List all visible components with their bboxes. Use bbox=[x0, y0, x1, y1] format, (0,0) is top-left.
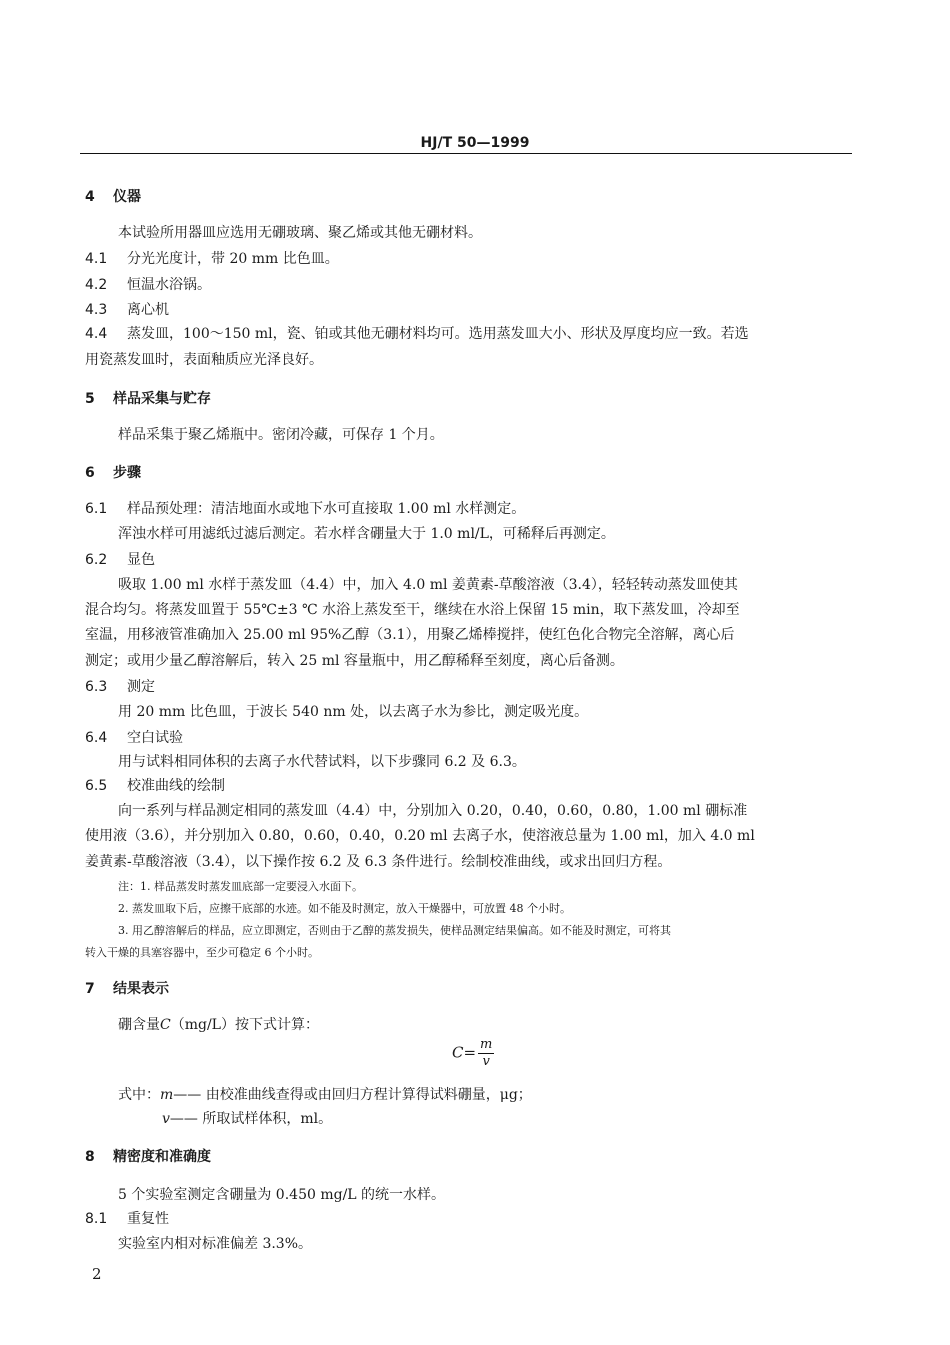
note-3-line-2: 转入干燥的具塞容器中，至少可稳定 6 个小时。 bbox=[85, 946, 319, 959]
item-6-2-heading: 6.2 显色 bbox=[85, 552, 155, 568]
standard-number: HJ/T 50—1999 bbox=[420, 135, 530, 151]
section-5-heading: 5 样品采集与贮存 bbox=[85, 391, 211, 407]
item-6-2-line-1: 吸取 1.00 ml 水样于蒸发皿（4.4）中，加入 4.0 ml 姜黄素-草酸溶液（3.4），轻轻转动蒸发皿使其 bbox=[118, 577, 738, 593]
item-6-3-heading: 6.3 测定 bbox=[85, 679, 155, 695]
note-2: 2. 蒸发皿取下后，应擦干底部的水迹。如不能及时测定，放入干燥器中，可放置 48 个小时。 bbox=[118, 902, 571, 915]
section-7-intro: 硼含量C（mg/L）按下式计算： bbox=[118, 1017, 319, 1033]
note-3-line-1: 3. 用乙醇溶解后的样品，应立即测定，否则由于乙醇的蒸发损失，使样品测定结果偏高。如不能及时测定，可将其 bbox=[118, 924, 671, 937]
item-6-5-line-1: 向一系列与样品测定相同的蒸发皿（4.4）中，分别加入 0.20，0.40，0.60，0.80，1.00 ml 硼标准 bbox=[118, 803, 748, 819]
section-8-text: 5 个实验室测定含硼量为 0.450 mg/L 的统一水样。 bbox=[118, 1187, 446, 1203]
section-7-heading: 7 结果表示 bbox=[85, 981, 169, 997]
formula: C= $\frac{m}{v}$ bbox=[452, 1037, 493, 1069]
item-8-1-text: 实验室内相对标准偏差 3.3%。 bbox=[118, 1236, 313, 1252]
item-6-2-line-2: 混合均匀。将蒸发皿置于 55℃±3 ℃ 水浴上蒸发至干，继续在水浴上保留 15 min，取下蒸发皿，冷却至 bbox=[85, 602, 740, 618]
item-6-1: 6.1 样品预处理：清洁地面水或地下水可直接取 1.00 ml 水样测定。 bbox=[85, 501, 526, 517]
item-4-4: 4.4 蒸发皿，100～150 ml，瓷、铂或其他无硼材料均可。选用蒸发皿大小、形状及厚度均应一致。若选 bbox=[85, 326, 749, 342]
item-6-5-heading: 6.5 校准曲线的绘制 bbox=[85, 778, 225, 794]
item-4-3: 4.3 离心机 bbox=[85, 302, 169, 318]
section-4-intro: 本试验所用器皿应选用无硼玻璃、聚乙烯或其他无硼材料。 bbox=[118, 225, 482, 241]
formula-numerator: m bbox=[480, 1037, 493, 1052]
item-6-1-continued: 浑浊水样可用滤纸过滤后测定。若水样含硼量大于 1.0 ml/L，可稀释后再测定。 bbox=[118, 526, 615, 542]
header-rule bbox=[80, 153, 852, 154]
formula-where-v: v—— 所取试样体积，ml。 bbox=[162, 1111, 333, 1127]
page-number: 2 bbox=[92, 1265, 102, 1283]
section-5-text: 样品采集于聚乙烯瓶中。密闭冷藏，可保存 1 个月。 bbox=[118, 427, 444, 443]
section-4-heading: 4 仪器 bbox=[85, 189, 141, 205]
formula-where-m: 式中：m—— 由校准曲线查得或由回归方程计算得试料硼量，μg； bbox=[118, 1087, 532, 1103]
item-6-4-text: 用与试料相同体积的去离子水代替试料，以下步骤同 6.2 及 6.3。 bbox=[118, 754, 526, 770]
item-4-1: 4.1 分光光度计，带 20 mm 比色皿。 bbox=[85, 251, 339, 267]
item-6-5-line-3: 姜黄素-草酸溶液（3.4），以下操作按 6.2 及 6.3 条件进行。绘制校准曲线，或求出回归方程。 bbox=[85, 854, 672, 870]
section-8-heading: 8 精密度和准确度 bbox=[85, 1149, 211, 1165]
item-6-3-text: 用 20 mm 比色皿，于波长 540 nm 处，以去离子水为参比，测定吸光度。 bbox=[118, 704, 589, 720]
item-6-2-line-3: 室温，用移液管准确加入 25.00 ml 95%乙醇（3.1），用聚乙烯棒搅拌，使红色化合物完全溶解，离心后 bbox=[85, 627, 735, 643]
item-8-1-heading: 8.1 重复性 bbox=[85, 1211, 169, 1227]
note-1: 注：1. 样品蒸发时蒸发皿底部一定要浸入水面下。 bbox=[118, 880, 363, 893]
item-6-5-line-2: 使用液（3.6），并分别加入 0.80，0.60，0.40，0.20 ml 去离子水，使溶液总量为 1.00 ml，加入 4.0 ml bbox=[85, 828, 755, 844]
section-6-heading: 6 步骤 bbox=[85, 465, 141, 481]
formula-denominator: v bbox=[482, 1054, 490, 1069]
item-4-4-continued: 用瓷蒸发皿时，表面釉质应光泽良好。 bbox=[85, 352, 323, 368]
item-4-2: 4.2 恒温水浴锅。 bbox=[85, 277, 211, 293]
item-6-4-heading: 6.4 空白试验 bbox=[85, 730, 183, 746]
item-6-2-line-4: 测定；或用少量乙醇溶解后，转入 25 ml 容量瓶中，用乙醇稀释至刻度，离心后备测。 bbox=[85, 653, 624, 669]
